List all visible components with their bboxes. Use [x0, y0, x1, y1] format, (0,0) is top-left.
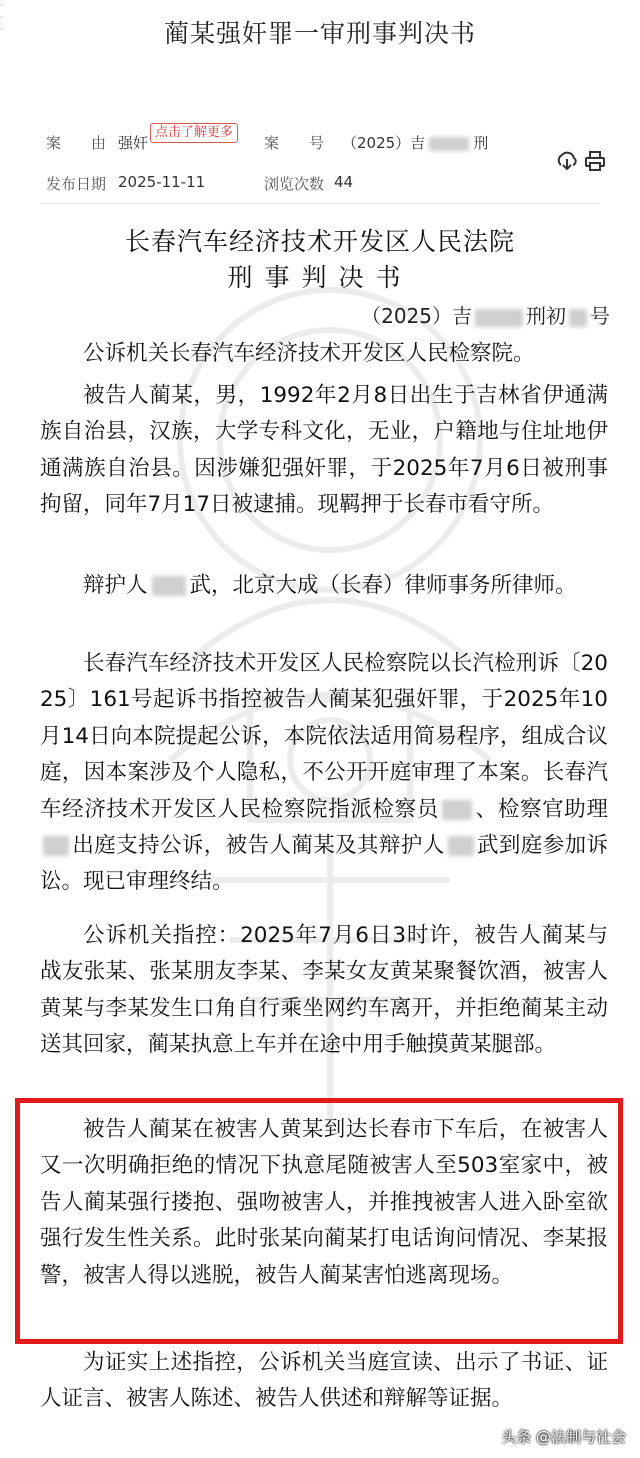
case-no-prefix: （2025）吉: [342, 134, 426, 152]
views-label: 浏览次数: [264, 175, 325, 193]
defender-label: 辩护人: [83, 573, 148, 598]
case-no-tail: 刑: [473, 134, 489, 152]
redacted-block: [152, 576, 186, 596]
case-number-mid: 刑初: [526, 304, 566, 328]
paragraph-charges: 公诉机关指控：2025年7月6日3时许，被告人蔺某与战友张某、张某朋友李某、李某女友黄某聚餐饮酒，被害人黄某与李某发生口角自行乘坐网约车离开，并拒绝蔺某主动送其回家，蔺某执意上车并在途中用手触摸黄某腿部。: [40, 923, 608, 1058]
case-no-value: [342, 132, 488, 153]
redacted-block: [569, 309, 587, 327]
redacted-block: [43, 836, 69, 856]
case-number-prefix: （2025）吉: [361, 304, 472, 328]
procedure-part-a: 长春汽车经济技术开发区人民检察院以长汽检刑诉〔2025〕161号起诉书指控被告人蔺某犯强奸罪，于2025年10月14日向本院提起公诉，本院依法适用简易程序，组成合议庭，因本案涉及个人隐私，不公开开庭审理了本案。长春汽车经济技术开发区人民检察院指派检察员: [40, 651, 608, 822]
procedure-part-c: 出庭支持公诉，被告人蔺某及其辩护人: [72, 833, 445, 859]
paragraph-defender: [40, 568, 608, 604]
paragraph-highlighted: 被告人蔺某在被害人黄某到达长春市下车后，在被害人又一次明确拒绝的情况下执意尾随被害人至503室家中，被告人蔺某强行搂抱、强吻被害人，并推拽被害人进入卧室欲强行发生性关系。此时张某向蔺某打电话询问情况、李某报警，被害人得以逃脱，被告人蔺某害怕逃离现场。: [40, 1117, 608, 1288]
defender-detail: 武，北京大成（长春）律师事务所律师。: [189, 573, 577, 598]
page-title: 蔺某强奸罪一审刑事判决书: [163, 19, 476, 48]
procedure-part-b: 、检察官助理: [474, 796, 608, 822]
views-value: 44: [334, 173, 354, 191]
case-cause-value: 强奸: [118, 134, 149, 152]
publish-date-label: 发布日期: [46, 175, 107, 193]
paragraph-evidence: 为证实上述指控，公诉机关当庭宣读、出示了书证、证人证言、被害人陈述、被告人供述和辩解等证据。: [40, 1350, 608, 1412]
paragraph-prosecutor: 公诉机关长春汽车经济技术开发区人民检察院。: [83, 341, 535, 366]
source-watermark: 头条 @法制与社会: [501, 1428, 626, 1446]
case-number: [361, 300, 610, 329]
left-edge-dots: · · ·: [0, 0, 4, 36]
paragraph-procedure: [40, 646, 608, 901]
case-no-label: 案 号: [264, 134, 325, 152]
redacted-block: [475, 309, 523, 327]
print-icon[interactable]: [584, 150, 606, 172]
redacted-block: [448, 836, 474, 856]
download-icon[interactable]: [556, 150, 578, 172]
document-kind: 刑事判决书: [227, 263, 413, 292]
redacted-block: [442, 800, 472, 820]
procedure-part-d: 武到庭参加诉讼。现已审理终结。: [40, 833, 608, 895]
paragraph-defendant: 被告人蔺某，男，1992年2月8日出生于吉林省伊通满族自治县，汉族，大学专科文化，无业，户籍地与住址地伊通满族自治县。因涉嫌犯强奸罪，于2025年7月6日被刑事拘留，同年7月17日被逮捕。现羁押于长春市看守所。: [40, 383, 608, 518]
court-name: 长春汽车经济技术开发区人民法院: [124, 227, 515, 256]
case-cause-label: 案 由: [46, 134, 107, 152]
case-number-suffix: 号: [590, 304, 610, 328]
learn-more-tag[interactable]: 点击了解更多: [150, 123, 238, 143]
publish-date-value: 2025-11-11: [118, 173, 206, 191]
header-divider: [40, 203, 600, 204]
redacted-block: [429, 137, 469, 151]
